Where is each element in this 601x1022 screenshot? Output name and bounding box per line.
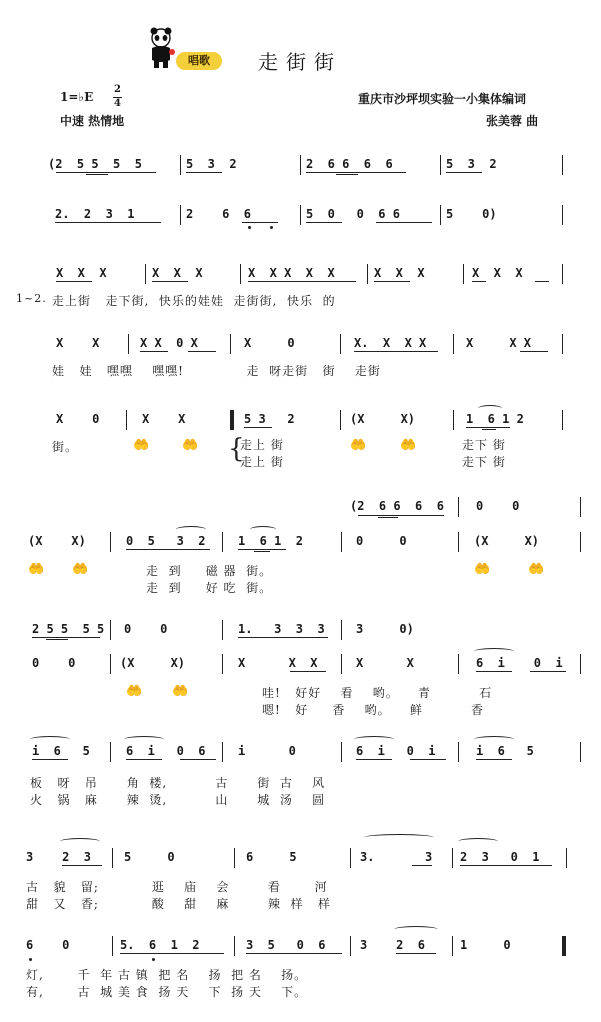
beam [396,953,436,954]
slur [250,526,276,533]
measure: (X X) [350,412,416,426]
barline [562,205,563,225]
barline [341,620,342,640]
barline [112,848,113,868]
barline [234,936,235,956]
barline [340,334,341,354]
beam [466,427,510,428]
beam [410,759,446,760]
tempo-marking: 中速 热情地 [60,114,125,128]
lyric-line: 娃 娃 嘿嘿 嘿嘿! 走 呀走街 街 走街 [52,364,381,378]
lyric-line: 有, 古 城 美 食 扬 天 下 扬 天 下。 [26,985,308,999]
measure: (2 5 5 5 5 [48,157,142,171]
beam [152,281,188,282]
beam [336,174,358,175]
beam [535,281,549,282]
slur [458,838,498,845]
barline [341,532,342,552]
lyric-line: 走上 街 [240,438,284,452]
measure: 2 5 5 5 5 [32,622,105,636]
beam [242,222,278,223]
lyric-line: 街。 [52,440,79,454]
clap-icon: 🤲 [528,562,545,577]
beam [186,172,222,173]
measure: 0 0 [124,622,168,636]
measure: 2. 2 3 1 [55,207,135,221]
beam [306,222,342,223]
beam [246,953,342,954]
measure: 0 0 [476,499,520,513]
slur [124,736,164,743]
barline [458,497,459,517]
beam [248,281,356,282]
barline [222,654,223,674]
measure: 5 3 2 [186,157,237,171]
measure: 3 0) [356,622,414,636]
measure: X X X [472,266,523,280]
measure: 1. 3 3 3 [238,622,325,636]
beam [180,759,216,760]
measure: i 6 5 [476,744,534,758]
barline [222,620,223,640]
measure: X. X X X [354,336,427,350]
slur [60,838,100,845]
measure: X X X [466,336,532,350]
lyric-line: 板 呀 吊 角 楼, 古 街 古 风 [30,776,326,790]
lyric-line: 走下 街 [462,438,506,452]
beam [126,549,210,550]
barline [367,264,368,284]
measure: 5. 6 1 2 [120,938,200,952]
slur [478,405,502,412]
lyric-line: 走下 街 [462,455,506,469]
beam [244,427,272,428]
barline [110,620,111,640]
clap-icon: 🤲 [350,438,367,453]
barline [180,155,181,175]
slur [176,526,206,533]
measure: X X [56,336,100,350]
beam [476,671,512,672]
lyric-line: 走 到 磁 器 街。 [146,564,273,578]
clap-icon: 🤲 [182,438,199,453]
page-title: 走街街 [258,50,342,74]
beam [354,351,438,352]
barline [112,936,113,956]
barline [580,532,581,552]
beam [374,281,410,282]
lyric-line: 火 锅 麻 辣 烫, 山 城 汤 圆 [30,793,326,807]
measure: 5 0 0 6 6 [306,207,400,221]
clap-icon: 🤲 [28,562,45,577]
low-dot [29,958,32,961]
beam [530,671,566,672]
measure: (X X) [28,534,86,548]
lyric-line: 哇! 好好 看 哟。 青 石 [262,686,493,700]
slur [30,736,70,743]
measure: 3. 3 [360,850,433,864]
measure: 0 5 3 2 [126,534,206,548]
beam [378,517,398,518]
barline [300,205,301,225]
beam [412,865,432,866]
low-dot [248,226,251,229]
lyric-line: 走上 街 [240,455,284,469]
measure: 2 6 6 6 6 [306,157,393,171]
beam [56,281,92,282]
time-signature-top: 2 [114,84,121,95]
barline [222,742,223,762]
beam [446,172,482,173]
barline [240,264,241,284]
time-signature-bottom: 4 [114,98,121,109]
measure: 3 2 3 [26,850,92,864]
barline [110,532,111,552]
measure: 0 0 [356,534,407,548]
measure: 3 5 0 6 [246,938,326,952]
lyric-line: 嗯! 好 香 哟。 鲜 香 [262,703,484,717]
low-dot [270,226,273,229]
beam [140,351,168,352]
measure: 5 0 [124,850,175,864]
measure: X X X [374,266,425,280]
barline [458,532,459,552]
measure: X X X [56,266,107,280]
barline [440,155,441,175]
final-barline [562,936,566,956]
measure: 6 i 0 6 [126,744,206,758]
measure: 6 5 [246,850,297,864]
slur [364,834,434,841]
clap-icon: 🤲 [72,562,89,577]
barline [453,410,454,430]
barline [145,264,146,284]
measure: 2 6 6 [186,207,252,221]
slur [394,926,438,933]
key-signature: 1=♭E [60,90,94,104]
measure: 6 0 [26,938,70,952]
clap-icon: 🤲 [172,684,189,699]
brace: { [228,434,245,464]
measure: X X X [238,656,318,670]
barline [110,654,111,674]
beam [238,549,286,550]
measure: (2 6 6 6 6 [350,499,444,513]
measure: 1 6 1 2 [238,534,304,548]
measure: 6 i 0 i [476,656,563,670]
barline [350,936,351,956]
measure: (X X) [120,656,186,670]
barline [452,848,453,868]
beam [306,172,406,173]
measure: X 0 [244,336,295,350]
beam [358,515,444,516]
slur [354,736,394,743]
barline [340,410,341,430]
beam [356,759,392,760]
barline [180,205,181,225]
barline [580,742,581,762]
beam [520,351,548,352]
measure: 6 i 0 i [356,744,436,758]
barline [440,205,441,225]
beam [290,671,326,672]
beam [86,174,108,175]
beam [120,953,224,954]
beam [56,172,156,173]
beam [460,865,552,866]
beam [482,429,496,430]
measure: X X 0 X [140,336,198,350]
measure: i 0 [238,744,296,758]
clap-icon: 🤲 [133,438,150,453]
beam [376,222,432,223]
measure: 5 3 2 [446,157,497,171]
clap-icon: 🤲 [400,438,417,453]
beam [188,351,216,352]
barline [126,410,127,430]
measure: 5 3 2 [244,412,295,426]
beam [46,639,68,640]
lyric-line: 走上街 走下街, 快乐的娃娃 走街街, 快乐 的 [52,294,336,308]
barline [562,264,563,284]
barline [230,334,231,354]
barline [453,334,454,354]
measure: 1 0 [460,938,511,952]
beam [62,865,102,866]
barline [128,334,129,354]
barline [341,654,342,674]
barline [300,155,301,175]
measure: X X [356,656,414,670]
barline [463,264,464,284]
lyric-line: 甜 又 香; 酸 甜 麻 辣 样 样 [26,897,331,911]
repeat-barline [230,410,234,430]
lyric-line: 走 到 好 吃 街。 [146,581,273,595]
low-dot [152,958,155,961]
verse-number: 1~2. [16,292,47,305]
barline [580,497,581,517]
beam [32,637,100,638]
beam [238,637,328,638]
barline [566,848,567,868]
measure: X X X X X [248,266,335,280]
beam [476,759,512,760]
barline [452,936,453,956]
slur [474,736,514,743]
clap-icon: 🤲 [474,562,491,577]
measure: X X [142,412,186,426]
measure: 2 3 0 1 [460,850,540,864]
measure: 5 0) [446,207,497,221]
panda-mascot-icon [146,26,176,70]
barline [458,742,459,762]
barline [110,742,111,762]
barline [562,410,563,430]
lesson-badge: 唱歌 [176,52,222,70]
lyricist-credit: 重庆市沙坪坝实验一小集体编词 [358,92,527,106]
lyric-line: 古 貌 留; 逛 庙 会 看 河 [26,880,328,894]
beam [126,759,162,760]
lyric-line: 灯, 千 年 古 镇 把 名 扬 把 名 扬。 [26,968,308,982]
barline [562,334,563,354]
measure: X 0 [56,412,100,426]
clap-icon: 🤲 [126,684,143,699]
beam [254,551,270,552]
composer-credit: 张美蓉 曲 [486,114,539,128]
beam [55,222,161,223]
measure: i 6 5 [32,744,90,758]
measure: (X X) [474,534,540,548]
measure: X X X [152,266,203,280]
beam [472,281,486,282]
barline [562,155,563,175]
barline [350,848,351,868]
beam [32,759,68,760]
measure: 3 2 6 [360,938,426,952]
slur [474,648,514,655]
barline [458,654,459,674]
barline [222,532,223,552]
barline [234,848,235,868]
barline [341,742,342,762]
measure: 1 6 1 2 [466,412,524,426]
barline [580,654,581,674]
measure: 0 0 [32,656,76,670]
